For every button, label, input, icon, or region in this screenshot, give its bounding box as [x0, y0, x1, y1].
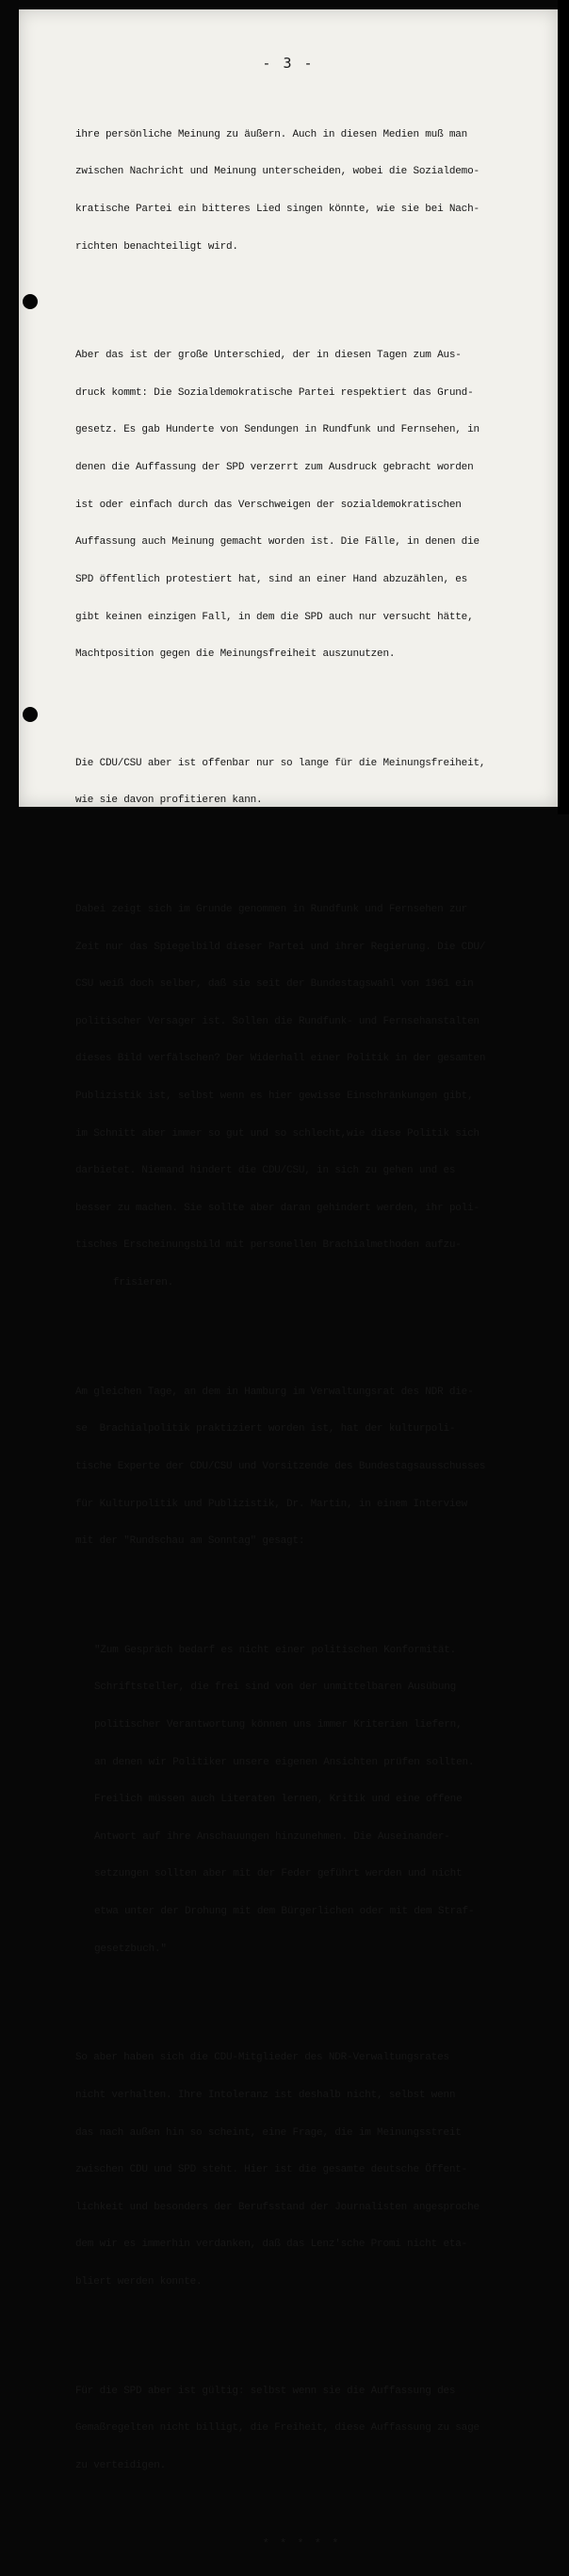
paragraph-2 [75, 325, 565, 686]
text-line: gesetzbuch." [94, 1943, 167, 1955]
text-line: Dabei zeigt sich im Grunde genommen in Rundfunk und Fernsehen zur [75, 904, 468, 915]
text-line: zwischen Nachricht und Meinung unterscheiden, wobei die Sozialdemo- [75, 166, 480, 178]
text-line: dem wir es immerhin verdanken, daß das Lenz'sche Promi nicht eta- [75, 2239, 468, 2251]
end-mark: * * * * * [262, 2537, 341, 2551]
page-number: - 3 - [262, 55, 315, 72]
text-line: se Brachialpolitik praktiziert worden ist, hat der kulturpoli- [75, 1423, 456, 1436]
text-line: Zeit nur das Spiegelbild dieser Partei und ihrer Regierung. Die CDU/ [75, 941, 486, 953]
text-line: politischer Versager ist. Sollen die Rundfunk- und Fernsehanstalten [75, 1015, 480, 1027]
text-line: setzungen sollten aber mit der Feder geführt werden und nicht [94, 1868, 463, 1880]
text-line: lichkeit und besonders der Berufsstand der Journalisten angesproche [75, 2201, 480, 2213]
text-line: SPD öffentlich protestiert hat, sind an einer Hand abzuzählen, es [75, 573, 468, 585]
text-line: ihre persönliche Meinung zu äußern. Auch in diesen Medien muß man [75, 128, 468, 140]
scan-edge [558, 0, 569, 814]
text-line: im Schnitt aber immer so gut und so schlecht,wie diese Politik sich [75, 1127, 480, 1140]
text-line: Aber das ist der große Unterschied, der in diesen Tagen zum Aus- [75, 350, 462, 362]
text-line: frisieren. [113, 1277, 174, 1289]
text-line: etwa unter der Drohung mit dem Bürgerlichen oder mit dem Straf- [94, 1906, 475, 1918]
text-line: richten benachteiligt wird. [75, 240, 238, 253]
text-line: für Kulturpolitik und Publizistik, Dr. Martin, in einem Interview [75, 1498, 468, 1510]
paragraph-6 [75, 2027, 565, 2314]
text-line: "Zum Gespräch bedarf es nicht einer politischen Konformität. [94, 1644, 457, 1656]
text-line: zwischen CDU und SPD steht. Hier ist die gesamte deutsche Öffent- [75, 2164, 468, 2176]
text-line: besser zu machen. Sie sollte aber daran gehindert werden, ihr poli- [75, 1202, 480, 1214]
document-body [75, 79, 565, 2576]
paragraph-4 [75, 879, 565, 1315]
text-line: dieses Bild verfälschen? Der Widerhall einer Politik in der gesamten [75, 1053, 486, 1065]
text-line: wie sie davon profitieren kann. [75, 795, 263, 807]
text-line: So aber haben sich die CDU-Mitglieder des NDR-Verwaltungsrates [75, 2052, 449, 2064]
paragraph-3 [75, 732, 565, 832]
text-line: Gemaßregelten nicht billigt, die Freiheit, diese Auffassung zu sage [75, 2422, 480, 2435]
paragraph-7 [75, 2360, 565, 2497]
text-line: Für die SPD aber ist gültig: selbst wenn sie die Auffassung des [75, 2385, 456, 2397]
text-line: tische Experte der CDU/CSU und Vorsitzende des Bundestagsausschusses [75, 1460, 486, 1472]
text-line: Antwort auf ihre Anschauungen hinzunehmen. Die Auseinander- [94, 1830, 450, 1843]
text-line: nicht verhalten. Ihre Intoleranz ist deshalb nicht, selbst wenn [75, 2089, 456, 2101]
text-line: zu verteidigen. [75, 2459, 167, 2471]
text-line: kratische Partei ein bitteres Lied singen könnte, wie sie bei Nach- [75, 204, 480, 216]
text-line: CSU weiß doch selber, daß sie seit der Bundestagswahl von 1961 ein [75, 978, 474, 991]
text-line: gibt keinen einzigen Fall, in dem die SPD auch nur versucht hätte, [75, 611, 474, 623]
text-line: das nach außen hin so scheint, eine Frage, die im Meinungsstreit [75, 2126, 462, 2139]
paragraph-1 [75, 104, 565, 278]
punch-hole-top [23, 294, 38, 309]
text-line: Die CDU/CSU aber ist offenbar nur so lange für die Meinungsfreiheit, [75, 757, 486, 769]
text-line: denen die Auffassung der SPD verzerrt zum Ausdruck gebracht worden [75, 462, 474, 474]
text-line: Publizistik ist, selbst wenn es hier gewisse Einschränkungen gibt, [75, 1091, 474, 1103]
text-line: bliert werden konnte. [75, 2275, 203, 2288]
text-line: Auffassung auch Meinung gemacht worden ist. Die Fälle, in denen die [75, 536, 480, 549]
text-line: mit der "Rundschau am Sonntag" gesagt: [75, 1535, 305, 1548]
text-line: Am gleichen Tage, an dem in Hamburg im Verwaltungsrat des NDR die- [75, 1386, 474, 1398]
text-line: an denen wir Politiker unsere eigenen Ansichten prüfen sollten. [94, 1756, 475, 1768]
text-line: politischer Verantwortung können uns immer Kriterien liefern, [94, 1719, 463, 1731]
text-line: tisches Erscheinungsbild mit personellen Brachialmethoden aufzu- [75, 1239, 462, 1252]
text-line: ist oder einfach durch das Verschweigen der sozialdemokratischen [75, 499, 462, 511]
text-line: druck kommt: Die Sozialdemokratische Partei respektiert das Grund- [75, 386, 474, 399]
quote-block [94, 1619, 565, 1980]
text-line: Schriftsteller, die frei sind von der unmittelbaren Ausübung [94, 1682, 457, 1694]
text-line: gesetz. Es gab Hunderte von Sendungen in Rundfunk und Fernsehen, in [75, 424, 480, 436]
punch-hole-bottom [23, 707, 38, 722]
text-line: darbietet. Niemand hindert die CDU/CSU, in sich zu gehen und es [75, 1165, 456, 1177]
text-line: Freilich müssen auch Literaten lernen, Kritik und eine offene [94, 1794, 463, 1806]
document-page [19, 9, 558, 2551]
text-line: Machtposition gegen die Meinungsfreiheit auszunutzen. [75, 648, 396, 661]
paragraph-5 [75, 1361, 565, 1572]
